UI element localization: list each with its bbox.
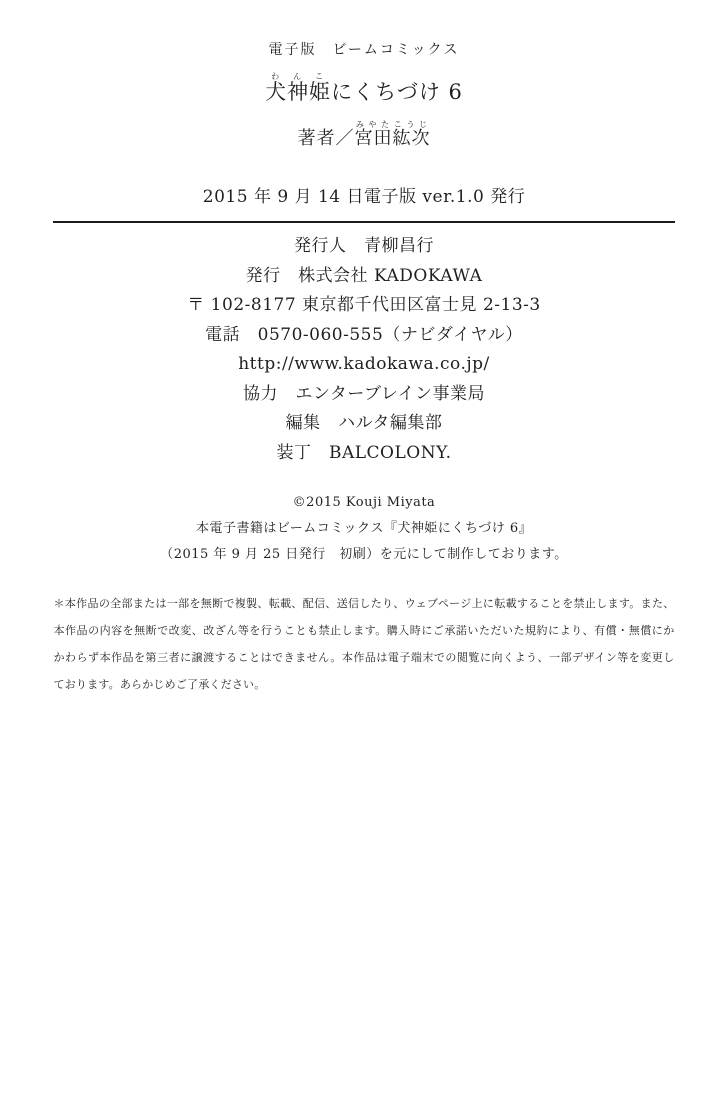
- cooperation-line: 協力 エンターブレイン事業局: [243, 383, 485, 404]
- title-furigana: わんこ: [265, 72, 332, 81]
- phone-line: 電話 0570-060-555（ナビダイヤル）: [205, 324, 523, 345]
- title-ruby: [265, 72, 332, 104]
- author-furigana: みやたこうじ: [354, 120, 431, 130]
- disclaimer-block: [54, 590, 675, 698]
- disclaimer-line: ております。あらかじめご了承ください。: [53, 678, 266, 692]
- address-line: 〒 102-8177 東京都千代田区富士見 2-13-3: [187, 295, 541, 316]
- author-ruby: [354, 120, 431, 150]
- editing-line: 編集 ハルタ編集部: [285, 413, 443, 434]
- colophon-block: [0, 232, 728, 468]
- title-rest: にくちづけ 6: [331, 80, 463, 104]
- copyright-block: [0, 490, 728, 568]
- book-header: [0, 40, 728, 207]
- publisher-person-line: 発行人 青柳昌行: [294, 236, 434, 257]
- title-ruby-base: 犬神姫: [265, 80, 332, 104]
- author-line: [0, 120, 728, 150]
- source-edition-line-2: （2015 年 9 月 25 日発行 初刷）を元にして制作しております。: [160, 547, 568, 563]
- copyright-line: ©2015 Kouji Miyata: [292, 495, 436, 511]
- digital-edition-date: 2015 年 9 月 14 日電子版 ver.1.0 発行: [202, 187, 526, 208]
- author-prefix: 著者／: [297, 128, 355, 150]
- book-title: [0, 72, 728, 104]
- disclaimer-line: 本作品の内容を無断で改変、改ざん等を行うことも禁止します。購入時にご承諾いただいた規約により、有償・無償にか: [53, 624, 675, 638]
- divider-rule: [53, 221, 675, 223]
- design-line: 装丁 BALCOLONY.: [276, 442, 452, 463]
- disclaimer-line: かわらず本作品を第三者に譲渡することはできません。本作品は電子端末での閲覧に向くよう、一部デザイン等を変更し: [53, 651, 675, 665]
- author-name: 宮田紘次: [354, 128, 431, 150]
- url-line: http://www.kadokawa.co.jp/: [238, 354, 490, 375]
- publisher-line: 発行 株式会社 KADOKAWA: [245, 265, 483, 286]
- series-label: 電子版 ビームコミックス: [268, 42, 460, 58]
- source-edition-line-1: 本電子書籍はビームコミックス『犬神姫にくちづけ 6』: [195, 521, 533, 537]
- disclaimer-line: ＊本作品の全部または一部を無断で複製、転載、配信、送信したり、ウェブページ上に転載することを禁止します。また、: [53, 597, 675, 611]
